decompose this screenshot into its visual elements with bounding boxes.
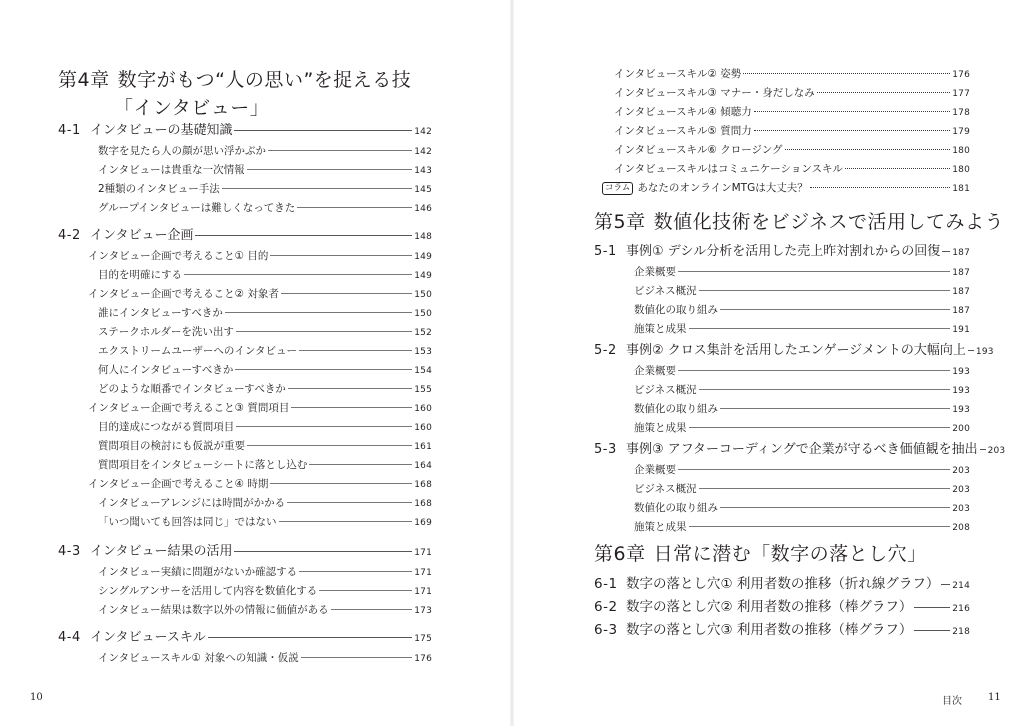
leader-line bbox=[678, 271, 950, 272]
leader-line bbox=[287, 502, 412, 503]
leader-line bbox=[980, 449, 986, 450]
chapter-4-heading bbox=[58, 66, 411, 122]
toc-section-5-1[interactable] bbox=[594, 242, 970, 263]
entry-label: インタビューの基礎知識 bbox=[90, 123, 233, 138]
leader-line bbox=[247, 169, 413, 170]
entry-label: ビジネス概況 bbox=[634, 483, 697, 495]
entry-label: 数字の落とし穴① 利用者数の推移（折れ線グラフ） bbox=[626, 576, 940, 592]
page-ref: 149 bbox=[414, 252, 432, 262]
entry-label: 企業概要 bbox=[634, 464, 676, 476]
leader-line bbox=[914, 607, 950, 608]
toc-column-item[interactable] bbox=[602, 179, 970, 198]
entry-label: インタビュースキル③ マナー・身だしなみ bbox=[614, 87, 815, 99]
toc-item[interactable] bbox=[594, 320, 970, 339]
chapter-title: 数値化技術をビジネスで活用してみよう bbox=[653, 211, 1005, 233]
page-ref: 193 bbox=[952, 386, 970, 396]
page-ref: 148 bbox=[414, 232, 432, 242]
page-ref: 150 bbox=[414, 309, 432, 319]
entry-label: 事例③ アフターコーディングで企業が守るべき価値観を抽出 bbox=[626, 442, 978, 457]
entry-label: インタビュー企画で考えること② 対象者 bbox=[88, 288, 279, 300]
entry-label: インタビュー企画で考えること④ 時期 bbox=[88, 478, 269, 490]
chapter-5-heading bbox=[594, 208, 1004, 236]
entry-label: ステークホルダーを洗い出す bbox=[98, 326, 234, 338]
page-ref: 153 bbox=[414, 347, 432, 357]
entry-label: 数字の落とし穴③ 利用者数の推移（棒グラフ） bbox=[626, 622, 913, 638]
leader-line bbox=[291, 407, 412, 408]
page-ref: 187 bbox=[952, 268, 970, 278]
entry-label: インタビュースキル④ 傾聴力 bbox=[614, 106, 752, 118]
page-number-right: 11 bbox=[988, 692, 1001, 703]
leader-line bbox=[968, 350, 974, 351]
page-ref: 142 bbox=[414, 127, 432, 137]
leader-line bbox=[299, 350, 412, 351]
toc-item[interactable] bbox=[594, 301, 970, 320]
page-ref: 176 bbox=[952, 70, 970, 80]
page-ref: 171 bbox=[414, 587, 432, 597]
page-ref: 160 bbox=[414, 423, 432, 433]
entry-label: 事例① デシル分析を活用した売上昨対割れからの回復 bbox=[626, 244, 941, 259]
toc-item[interactable] bbox=[58, 199, 432, 218]
page-ref: 216 bbox=[952, 604, 970, 614]
section-number: 4-3 bbox=[58, 544, 81, 559]
leader-line bbox=[288, 388, 412, 389]
toc-item[interactable] bbox=[58, 361, 432, 380]
toc-item[interactable] bbox=[594, 362, 970, 381]
page-ref: 187 bbox=[952, 306, 970, 316]
entry-label: シングルアンサーを活用して内容を数値化する bbox=[98, 585, 318, 597]
toc-item[interactable] bbox=[58, 494, 432, 513]
toc-item[interactable] bbox=[614, 141, 970, 160]
toc-item[interactable] bbox=[58, 563, 432, 582]
entry-label: 「いつ聞いても回答は同じ」ではない bbox=[98, 516, 277, 528]
page-ref: 161 bbox=[414, 442, 432, 452]
leader-line bbox=[301, 657, 413, 658]
page-ref: 154 bbox=[414, 366, 432, 376]
entry-label: インタビュースキル⑤ 質問力 bbox=[614, 125, 752, 137]
toc-item[interactable] bbox=[58, 418, 432, 437]
chapter-number: 第5章 bbox=[594, 211, 646, 233]
chapter-title: 日常に潜む「数字の落とし穴」 bbox=[653, 543, 927, 565]
leader-line bbox=[720, 309, 950, 310]
page-ref: 145 bbox=[414, 185, 432, 195]
entry-label: インタビュー結果は数字以外の情報に価値がある bbox=[98, 604, 329, 616]
toc-item[interactable] bbox=[614, 84, 970, 103]
entry-label: インタビュースキル② 姿勢 bbox=[614, 68, 742, 80]
page-ref: 173 bbox=[414, 606, 432, 616]
entry-label: 質問項目をインタビューシートに落とし込む bbox=[98, 459, 308, 471]
leader-line bbox=[754, 111, 951, 112]
entry-label: 数値化の取り組み bbox=[634, 403, 718, 415]
page-ref: 193 bbox=[975, 347, 994, 357]
leader-line bbox=[941, 584, 950, 585]
leader-line bbox=[845, 168, 950, 169]
leader-line bbox=[720, 408, 950, 409]
chapter-subtitle: 「インタビュー」 bbox=[114, 97, 270, 119]
left-toc-list bbox=[58, 121, 432, 668]
page-ref: 179 bbox=[952, 127, 970, 137]
chapter-6-toc bbox=[594, 574, 970, 643]
section-number: 6-2 bbox=[594, 599, 618, 615]
entry-label: 事例② クロス集計を活用したエンゲージメントの大幅向上 bbox=[626, 343, 966, 358]
toc-item[interactable] bbox=[58, 180, 432, 199]
entry-label: グループインタビューは難しくなってきた bbox=[98, 202, 296, 214]
toc-item[interactable] bbox=[594, 461, 970, 480]
section-number: 4-2 bbox=[58, 228, 81, 243]
entry-label: 誰にインタビューすべきか bbox=[98, 307, 223, 319]
entry-label: インタビュー企画で考えること③ 質問項目 bbox=[88, 402, 290, 414]
entry-label: インタビュー実績に問題がないか確認する bbox=[98, 566, 298, 578]
entry-label: インタビューは貴重な一次情報 bbox=[98, 164, 245, 176]
page-ref: 191 bbox=[952, 325, 970, 335]
entry-label: インタビューアレンジには時間がかかる bbox=[98, 497, 286, 509]
entry-label: 施策と成果 bbox=[634, 323, 687, 335]
section-number: 5-1 bbox=[594, 244, 617, 259]
leader-line bbox=[270, 483, 412, 484]
page-ref: 177 bbox=[952, 89, 970, 99]
entry-label: 数値化の取り組み bbox=[634, 304, 718, 316]
section-number: 6-3 bbox=[594, 622, 618, 638]
entry-label: 施策と成果 bbox=[634, 422, 687, 434]
toc-section-6-1[interactable] bbox=[594, 574, 970, 597]
entry-label: 目的達成につながる質問項目 bbox=[98, 421, 235, 433]
column-badge: コラム bbox=[602, 182, 633, 195]
leader-line bbox=[699, 290, 951, 291]
leader-line bbox=[678, 469, 950, 470]
toc-item[interactable] bbox=[58, 649, 432, 668]
page-ref: 175 bbox=[414, 634, 432, 644]
page-ref: 164 bbox=[414, 461, 432, 471]
page-ref: 168 bbox=[414, 480, 432, 490]
toc-section-5-2[interactable] bbox=[594, 341, 994, 362]
toc-item[interactable] bbox=[58, 582, 432, 601]
page-ref: 218 bbox=[952, 627, 970, 637]
leader-line bbox=[754, 130, 951, 131]
leader-line bbox=[268, 150, 412, 151]
page-ref: 171 bbox=[414, 568, 432, 578]
entry-label: 企業概要 bbox=[634, 266, 676, 278]
toc-item[interactable] bbox=[58, 475, 432, 494]
page-ref: 193 bbox=[952, 405, 970, 415]
section-number: 5-2 bbox=[594, 343, 617, 358]
running-head: 目次 bbox=[942, 696, 962, 707]
chapter-5-toc bbox=[594, 242, 1006, 537]
leader-line bbox=[817, 92, 951, 93]
entry-label: 何人にインタビューすべきか bbox=[98, 364, 234, 376]
toc-item[interactable] bbox=[594, 499, 970, 518]
toc-section-6-3[interactable] bbox=[594, 620, 970, 643]
leader-line bbox=[247, 445, 412, 446]
leader-line bbox=[299, 571, 412, 572]
entry-label: 企業概要 bbox=[634, 365, 676, 377]
leader-line bbox=[281, 293, 412, 294]
right-page bbox=[512, 0, 1024, 726]
entry-label: ビジネス概況 bbox=[634, 285, 697, 297]
toc-item[interactable] bbox=[58, 456, 432, 475]
toc-item[interactable] bbox=[594, 263, 970, 282]
leader-line bbox=[942, 251, 950, 252]
toc-section-4-4[interactable] bbox=[58, 628, 432, 649]
leader-line bbox=[914, 630, 950, 631]
page-ref: 171 bbox=[414, 548, 432, 558]
leader-line bbox=[184, 274, 412, 275]
entry-label: インタビュー結果の活用 bbox=[90, 544, 233, 559]
leader-line bbox=[785, 149, 951, 150]
leader-line bbox=[234, 130, 412, 131]
page-ref: 176 bbox=[414, 654, 432, 664]
leader-line bbox=[319, 590, 412, 591]
leader-line bbox=[225, 312, 412, 313]
toc-item[interactable] bbox=[594, 282, 970, 301]
entry-label: 目的を明確にする bbox=[98, 269, 182, 281]
page-ref: 203 bbox=[952, 485, 970, 495]
leader-line bbox=[699, 488, 951, 489]
page-ref: 160 bbox=[414, 404, 432, 414]
leader-line bbox=[331, 609, 413, 610]
leader-line bbox=[689, 427, 951, 428]
entry-label: 質問項目の検討にも仮説が重要 bbox=[98, 440, 245, 452]
page-ref: 180 bbox=[952, 146, 970, 156]
toc-item[interactable] bbox=[58, 380, 432, 399]
entry-label: インタビュースキル⑥ クロージング bbox=[614, 144, 783, 156]
section-number: 4-1 bbox=[58, 123, 81, 138]
toc-item[interactable] bbox=[594, 400, 970, 419]
toc-section-6-2[interactable] bbox=[594, 597, 970, 620]
toc-item[interactable] bbox=[58, 161, 432, 180]
page-ref: 155 bbox=[414, 385, 432, 395]
page-ref: 142 bbox=[414, 147, 432, 157]
leader-line bbox=[270, 255, 412, 256]
toc-item[interactable] bbox=[58, 399, 432, 418]
entry-label: 数字を見たら人の顔が思い浮かぶか bbox=[98, 145, 266, 157]
section-number: 6-1 bbox=[594, 576, 618, 592]
toc-item[interactable] bbox=[58, 342, 432, 361]
page-ref: 214 bbox=[952, 581, 970, 591]
toc-section-4-2[interactable] bbox=[58, 226, 432, 247]
toc-item[interactable] bbox=[58, 437, 432, 456]
toc-item[interactable] bbox=[58, 323, 432, 342]
leader-line bbox=[720, 507, 950, 508]
toc-section-5-3[interactable] bbox=[594, 440, 1006, 461]
page-ref: 169 bbox=[414, 518, 432, 528]
page-ref: 200 bbox=[952, 424, 970, 434]
toc-item[interactable] bbox=[614, 160, 970, 179]
entry-label: インタビュースキルはコミュニケーションスキル bbox=[614, 163, 843, 175]
toc-item[interactable] bbox=[58, 266, 432, 285]
toc-item[interactable] bbox=[594, 419, 970, 438]
chapter-6-heading bbox=[594, 540, 927, 568]
leader-line bbox=[236, 331, 412, 332]
leader-line bbox=[699, 389, 951, 390]
page-ref: 143 bbox=[414, 166, 432, 176]
toc-item[interactable] bbox=[58, 142, 432, 161]
leader-line bbox=[222, 188, 412, 189]
entry-label: エクストリームユーザーへのインタビュー bbox=[98, 345, 297, 357]
toc-item[interactable] bbox=[614, 103, 970, 122]
leader-line bbox=[235, 369, 412, 370]
page-ref: 181 bbox=[952, 184, 970, 194]
chapter-title: 数字がもつ“人の思い”を捉える技 bbox=[117, 69, 412, 91]
leader-line bbox=[297, 207, 412, 208]
entry-label: インタビュー企画 bbox=[90, 228, 194, 243]
page-ref: 193 bbox=[952, 367, 970, 377]
leader-line bbox=[689, 328, 951, 329]
page-ref: 203 bbox=[952, 504, 970, 514]
leader-line bbox=[689, 526, 951, 527]
entry-label: 2種類のインタビュー手法 bbox=[98, 183, 220, 195]
right-continued-list bbox=[605, 65, 970, 198]
chapter-number: 第6章 bbox=[594, 543, 646, 565]
toc-item[interactable] bbox=[594, 480, 970, 499]
section-number: 5-3 bbox=[594, 442, 617, 457]
leader-line bbox=[195, 235, 412, 236]
toc-item[interactable] bbox=[58, 513, 432, 532]
toc-item[interactable] bbox=[58, 601, 432, 620]
entry-label: 数値化の取り組み bbox=[634, 502, 718, 514]
entry-label: 施策と成果 bbox=[634, 521, 687, 533]
toc-item[interactable] bbox=[58, 304, 432, 323]
toc-section-4-1[interactable] bbox=[58, 121, 432, 142]
page-ref: 149 bbox=[414, 271, 432, 281]
page-ref: 208 bbox=[952, 523, 970, 533]
page-ref: 178 bbox=[952, 108, 970, 118]
entry-label: どのような順番でインタビューすべきか bbox=[98, 383, 286, 395]
page-ref: 187 bbox=[952, 287, 970, 297]
leader-line bbox=[743, 73, 950, 74]
page-ref: 150 bbox=[414, 290, 432, 300]
leader-line bbox=[279, 521, 413, 522]
toc-item[interactable] bbox=[614, 122, 970, 141]
entry-label: インタビュースキル bbox=[90, 630, 206, 645]
entry-label: インタビュースキル① 対象への知識・仮説 bbox=[98, 652, 299, 664]
entry-label: あなたのオンラインMTGは大丈夫？ bbox=[637, 182, 808, 194]
leader-line bbox=[208, 637, 413, 638]
page-ref: 152 bbox=[414, 328, 432, 338]
toc-item[interactable] bbox=[58, 285, 432, 304]
leader-line bbox=[309, 464, 412, 465]
leader-line bbox=[678, 370, 950, 371]
toc-item[interactable] bbox=[614, 65, 970, 84]
page-ref: 187 bbox=[952, 248, 970, 258]
page-ref: 168 bbox=[414, 499, 432, 509]
leader-line bbox=[236, 426, 412, 427]
page-ref: 146 bbox=[414, 204, 432, 214]
entry-label: 数字の落とし穴② 利用者数の推移（棒グラフ） bbox=[626, 599, 913, 615]
page-number-left: 10 bbox=[30, 692, 43, 703]
chapter-number: 第4章 bbox=[58, 69, 110, 91]
leader-line bbox=[234, 551, 412, 552]
toc-item[interactable] bbox=[58, 247, 432, 266]
page-ref: 203 bbox=[952, 466, 970, 476]
toc-item[interactable] bbox=[594, 518, 970, 537]
entry-label: ビジネス概況 bbox=[634, 384, 697, 396]
page-ref: 203 bbox=[987, 446, 1006, 456]
toc-section-4-3[interactable] bbox=[58, 542, 432, 563]
leader-line bbox=[810, 187, 951, 188]
section-number: 4-4 bbox=[58, 630, 81, 645]
entry-label: インタビュー企画で考えること① 目的 bbox=[88, 250, 269, 262]
toc-item[interactable] bbox=[594, 381, 970, 400]
page-ref: 180 bbox=[952, 165, 970, 175]
